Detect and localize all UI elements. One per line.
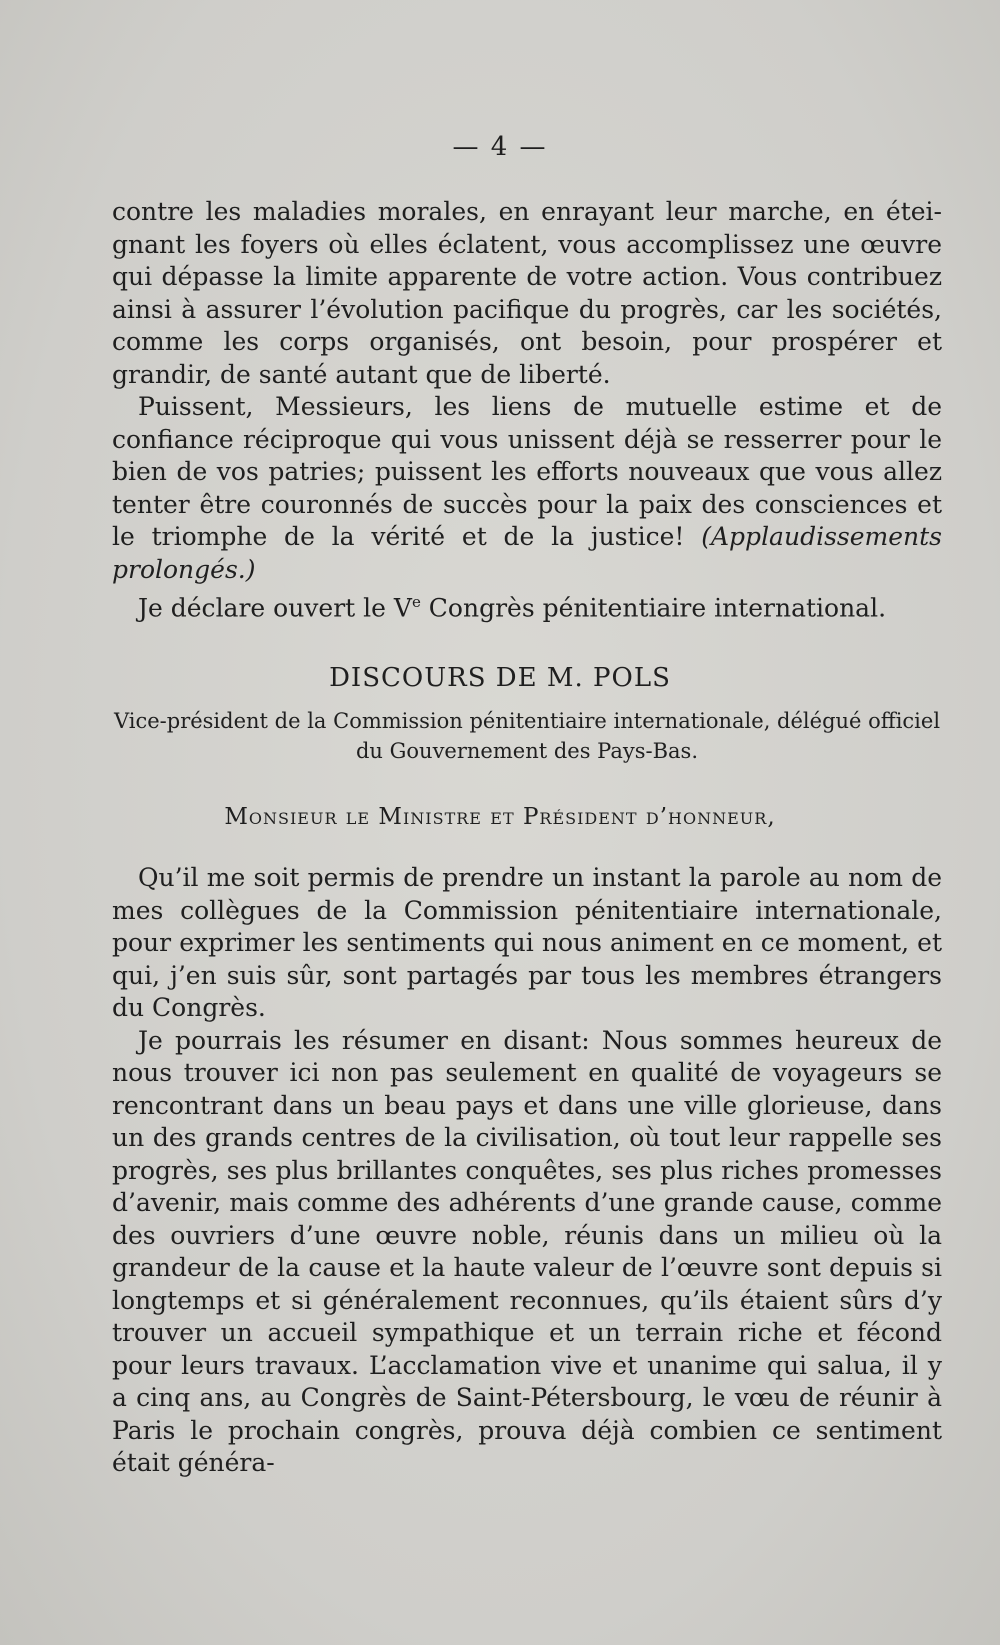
paragraph xyxy=(112,391,942,586)
section-heading: DISCOURS DE M. POLS xyxy=(329,663,671,693)
paragraph xyxy=(112,586,942,625)
paragraph: Qu’il me soit permis de prendre un instant la parole au nom de mes collègues de la Commission pénitentiaire internationale, pour exprimer les sentiments qui nous animent en ce moment, et qui, j’en suis sûr, sont partagés par tous les membres étrangers du Congrès. xyxy=(112,863,942,1022)
text-block-bottom xyxy=(112,862,942,1480)
paragraph-text: Je déclare ouvert le V xyxy=(138,593,412,623)
section-subheading: Vice-président de la Commission pénitentiaire internationale, délégué officiel du Gouvernement des Pays-Bas. xyxy=(113,709,941,763)
paragraph-text: Congrès pénitentiaire international. xyxy=(420,593,887,623)
paragraph-text: Puissent, Messieurs, les liens de mutuelle estime et de confiance réciproque qui vous unissent déjà se resserrer pour le bien de vos patries; puissent les efforts nouveaux que vous allez tenter être couronnés de succès pour la paix des consciences et le triomphe de la vérité et de la justice! xyxy=(112,392,942,551)
superscript: e xyxy=(411,593,421,611)
paragraph: contre les maladies morales, en enrayant leur marche, en étei-gnant les foyers où elles éclatent, vous accomplissez une œuvre qui dépasse la limite apparente de votre action. Vous contribuez ainsi à assurer l’évolution pacifique du progrès, car les sociétés, comme les corps organisés, ont besoin, pour prospérer et grandir, de santé autant que de liberté. xyxy=(112,197,942,389)
page-number: — 4 — xyxy=(452,132,548,162)
text-block-top xyxy=(112,196,942,625)
applause-note: (Applaudissements prolongés.) xyxy=(112,522,942,584)
salutation: Monsieur le Ministre et Président d’honneur, xyxy=(224,804,776,830)
paragraph: Je pourrais les résumer en disant: Nous sommes heureux de nous trouver ici non pas seulement en qualité de voyageurs se rencontrant dans un beau pays et dans une ville glorieuse, dans un des grands centres de la civilisation, où tout leur rappelle ses progrès, ses plus brillantes conquêtes, ses plus riches promesses d’avenir, mais comme des adhérents d’une grande cause, comme des ouvriers d’une œuvre noble, réunis dans un milieu où la grandeur de la cause et la haute valeur de l’œuvre sont depuis si longtemps et si généralement reconnues, qu’ils étaient sûrs d’y trouver un accueil sympathique et un terrain riche et fécond pour leurs travaux. L’acclamation vive et unanime qui salua, il y a cinq ans, au Congrès de Saint-Pétersbourg, le vœu de réunir à Paris le prochain congrès, prouva déjà combien ce sentiment était généra- xyxy=(112,1025,942,1477)
